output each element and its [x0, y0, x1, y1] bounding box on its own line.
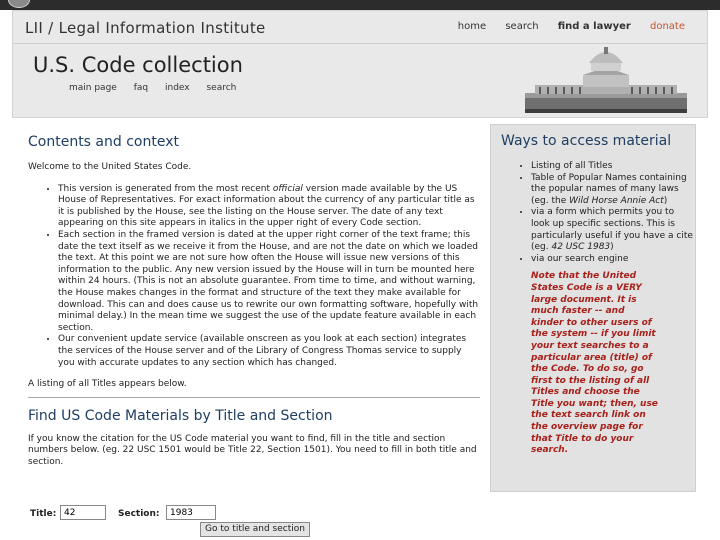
- page-title: U.S. Code collection: [33, 53, 243, 77]
- title-label: Title:: [30, 509, 57, 519]
- section-label: Section:: [118, 509, 160, 519]
- list-item: • This version is generated from the most recent official version made available by the US House of Representatives. For exact information about the currency of any particular title as it is published by the House, see the listing on the House server. The date of any text appearing on this site appears in italics in the upper right of every Code section.: [58, 184, 480, 230]
- subnav-search-link[interactable]: search: [206, 83, 237, 93]
- top-band: [0, 0, 720, 10]
- welcome-text: Welcome to the United States Code.: [28, 162, 192, 172]
- contents-heading: Contents and context: [28, 134, 179, 150]
- ways-item-popular-names[interactable]: • Table of Popular Names containing the popular names of many laws (eg. the Wild Horse Annie Act): [531, 173, 695, 208]
- ways-list: [531, 161, 695, 265]
- sub-nav: [69, 83, 250, 93]
- ways-item-search-engine[interactable]: • via our search engine: [531, 254, 695, 266]
- size-warning-note: Note that the United States Code is a VERY large document. It is much faster -- and kinder to other users of the system -- if you limit your text searches to a particular area (title) of the Code. To do so, go first to the listing of all Titles and choose the Title you want; then, use the text search link on the overview page for that Title to do your search.: [531, 271, 658, 456]
- nav-search-link[interactable]: search: [505, 21, 539, 32]
- nav-home-link[interactable]: home: [457, 21, 487, 32]
- ways-heading: Ways to access material: [501, 133, 672, 149]
- top-nav: [442, 21, 685, 32]
- go-to-title-section-button[interactable]: Go to title and section: [200, 522, 310, 537]
- find-instructions: If you know the citation for the US Code material you want to find, fill in the title and section numbers below. (eg. 22 USC 1501 would be Title 22, Section 1501). You need to fill in both title and section.: [28, 433, 477, 467]
- list-item: • Each section in the framed version is dated at the upper right corner of the text frame; this date the text itself as we receive it from the House, and are not the date on which we loaded the text. At this point we are not sure how often the House will issue new versions of this information to the public. Any new version issued by the House will in turn be mounted here within 24 hours. (This is not an absolute guarantee. From time to time, and without warning, the House makes changes in the format and structure of the text they make available for download. This can and does cause us to rewrite our own formatting software, hopefully with minimal delay.) In the mean time we suggest the use of the update feature available in each section.: [58, 230, 480, 334]
- header-divider: [13, 43, 707, 44]
- ways-item-form[interactable]: • via a form which permits you to look up specific sections. This is particularly useful if you have a cite (eg. 42 USC 1983): [531, 207, 695, 253]
- title-input[interactable]: [60, 505, 106, 520]
- capitol-building-image: [521, 45, 691, 117]
- subnav-main-page-link[interactable]: main page: [69, 83, 117, 93]
- ways-item-listing[interactable]: • Listing of all Titles: [531, 161, 695, 173]
- listing-note: A listing of all Titles appears below.: [28, 379, 187, 390]
- subnav-index-link[interactable]: index: [164, 83, 190, 93]
- contents-list: [58, 184, 480, 370]
- cornell-seal-icon: [8, 0, 30, 8]
- list-item: • Our convenient update service (available onscreen as you look at each section) integrates the services of the House server and of the Library of Congress Thomas service to supply you with accurate updates to any section which has changed.: [58, 334, 480, 369]
- section-input[interactable]: [166, 505, 216, 520]
- lii-logo-text[interactable]: LII / Legal Information Institute: [25, 19, 266, 37]
- subnav-faq-link[interactable]: faq: [133, 83, 149, 93]
- title-section-form: [28, 505, 488, 540]
- contents-section: [28, 134, 480, 468]
- ways-sidebar: [490, 124, 696, 492]
- nav-donate-link[interactable]: donate: [649, 21, 685, 32]
- nav-find-lawyer-link[interactable]: find a lawyer: [557, 21, 631, 32]
- site-header: [12, 10, 708, 118]
- section-divider: [28, 397, 480, 398]
- find-heading: Find US Code Materials by Title and Section: [28, 407, 333, 424]
